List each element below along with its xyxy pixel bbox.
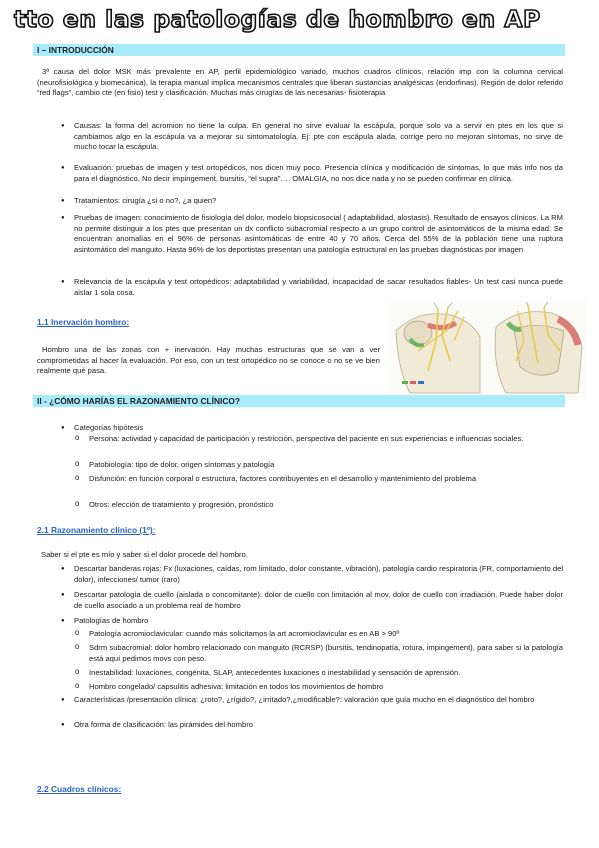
- intro-bullet-tratamientos: ● Tratamientos: cirugía ¿si o no?, ¿a quien?: [74, 196, 563, 207]
- section-heading-intro: I – INTRODUCCIÓN: [33, 44, 565, 56]
- patologia-sub-subacromial: o Sdrm subacromial: dolor hombro relacionado con manguito (RCRSP) (bursitis, tendinopatía, rotura, impingement), para saber si la patología está aquí pedimos movs con peso.: [89, 643, 563, 664]
- intro-paragraph: 3ª causa del dolor MSK más prevalente en AP, perfil epidemiológico variado, muchos cuadros clínicos, relación imp con la columna cervical (neurofisiológica y biomecánica), la terapia manual implica mecanismos centrales que liberan sustancias analgésicas (endorfinas). Región de dolor referido “red flags”, cambio cte (en fisio) test y clasificación. Muchas más cirugías de las necesarias- fisioterapia: [37, 67, 563, 98]
- intro-bullet-pruebas: ● Pruebas de imagen: conocimiento de fisiología del dolor, modelo biopsicosocial ( adaptabilidad, alostasis). Resultado de ensayos clínicos. La RM no permite distinguir a los ptes que presentan un dx conflicto subacromial respecto a un grupo control de asintomáticos de la misma edad. Se encuentran anomalías en el 96% de personas asintomáticas de entre 40 y 70 años. Cerca del 55% de la población tiene una ruptura asintomático del manguito. Hasta 96% de los deportistas presentan una patología estructural en las pruebas diagnósticas por imagen: [74, 213, 563, 255]
- razonamiento-bullet-piramides: ● Otra forma de clasificación: las pirámides del hombro: [74, 720, 563, 731]
- reasoning-sub-otros: o Otros: elección de tratamiento y progresión, pronóstico: [89, 500, 563, 511]
- patologia-sub-hombro-congelado: o Hombro congelado/ capsulitis adhesiva: limitación en todos los movimientos de hombro: [89, 682, 563, 693]
- reasoning-sub-disfuncion: o Disfunción: en función corporal o estructura, factores contribuyentes en el desarrollo y mantenimiento del problema: [89, 474, 563, 485]
- razonamiento-bullet-caracteristicas: ● Características /presentación clínica: ¿roto?, ¿rígido?, ¿irritado?,¿modificable?: valoración que guía mucho en el diagnóstico del hombro: [74, 695, 563, 706]
- reasoning-sub-persona: o Persona: actividad y capacidad de participación y restricción, perspectiva del paciente en sus experiencias e influencias sociales.: [89, 434, 563, 445]
- razonamiento-bullet-banderas: ● Descartar banderas rojas: Fx (luxaciones, caídas, rom limitado, dolor constante, vibración), patología cardio respiratoria (FR, comportamiento del dolor), infecciones/ tumor (raro): [74, 564, 563, 585]
- section-heading-razonamiento: II - ¿CÓMO HARÍAS EL RAZONAMIENTO CLÍNICO?: [33, 395, 565, 407]
- reasoning-sub-patobiologia: o Patobiología: tipo de dolor, origen síntomas y patología: [89, 460, 563, 471]
- reasoning-bullet-categorias: ● Categorías hipótesis: [74, 423, 563, 434]
- patologia-sub-inestabilidad: o Inestabilidad: luxaciones, congénita, SLAP, antecedentes luxaciones o inestabilidad y sensación de aprensión.: [89, 668, 563, 679]
- inervacion-paragraph: Hombro una de las zonas con + inervación. Hay muchas estructuras que se van a ver comprometidas al hacer la evaluación. Por eso, con un test ortopédico no se conoce o no se ve bien realmente qué pasa.: [37, 345, 380, 376]
- patologia-sub-acromioclavicular: o Patología acromioclavicular: cuando más solicitamos la art acromioclavicular es en AB > 90º: [89, 629, 563, 640]
- page-title: tto en las patologías de hombro en AP: [14, 5, 541, 33]
- subsection-heading-inervacion: 1.1 Inervación hombro:: [37, 317, 130, 327]
- intro-bullet-causas: ● Causas: la forma del acromion no tiene la culpa. En general no sirve evaluar la escápula, porque solo va a servir en ptes en los que si cambiamos algo en la escápula va a mejorar su sintomatología. Ej: pte con escápula alada, corrige pero no mejoran síntomas, no sirve de mucho tocar la escápula.: [74, 121, 563, 153]
- razonamiento-bullet-cuello: ● Descartar patología de cuello (aislada o concomitante): dolor de cuello con limitación al mov, dolor de cuello con irradiación. Puede haber dolor de cuello asociado a un problema real de hombro: [74, 590, 563, 611]
- subsection-heading-razonamiento-1: 2.1 Razonamiento clínico (1º):: [37, 525, 156, 535]
- intro-bullet-evaluacion: ● Evaluación: pruebas de imagen y test ortopédicos, nos dicen muy poco. Presencia clínica y modificación de síntomas, lo que más info nos da para el diagnóstico. No decir impingement, bursitis, “el supra”…. OMALGIA, no nos dice nada y no se pueden confirmar en clínica.: [74, 163, 563, 184]
- subsection-heading-cuadros-clinicos: 2.2 Cuadros clínicos:: [37, 784, 122, 794]
- razonamiento-bullet-patologias: ● Patologías de hombro: [74, 616, 563, 627]
- razonamiento-intro: Saber si el pte es mío y saber si el dolor procede del hombro.: [41, 550, 248, 559]
- intro-bullet-escapula: ● Relevancia de la escápula y test ortopédicos: adaptabilidad y variabilidad, incapacidad de sacar resultados fiables- Un test casi nunca puede aislar 1 sola cosa.: [74, 277, 563, 298]
- shoulder-innervation-figure: [388, 301, 586, 400]
